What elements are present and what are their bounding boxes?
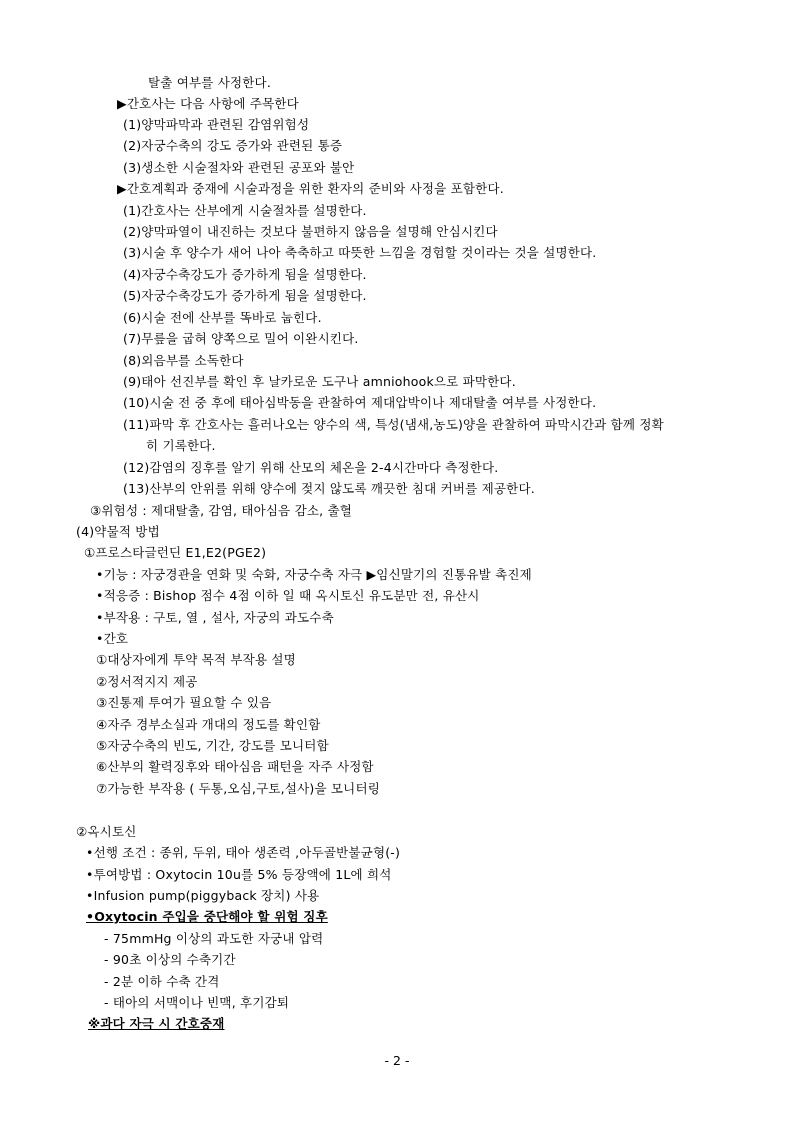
text-line: ⑥산부의 활력징후와 태아심음 패턴을 자주 사정함 bbox=[96, 759, 374, 774]
text-line: (8)외음부를 소독한다 bbox=[123, 353, 244, 368]
text-line: ⑦가능한 부작용 ( 두통,오심,구토,설사)을 모니터링 bbox=[96, 781, 380, 796]
text-line: ⑤자궁수축의 빈도, 기간, 강도를 모니터함 bbox=[96, 738, 329, 753]
text-line: (6)시술 전에 산부를 똑바로 눕힌다. bbox=[123, 310, 322, 325]
bullet-item: •선행 조건 : 종위, 두위, 태아 생존력 ,아두골반불균형(-) bbox=[86, 845, 401, 860]
text-line: ③위험성 : 제대탈출, 감염, 태아심음 감소, 출혈 bbox=[90, 503, 353, 518]
text-line: ▶간호계획과 중재에 시술과정을 위한 환자의 준비와 사정을 포함한다. bbox=[117, 181, 504, 196]
text-line: 탈출 여부를 사정한다. bbox=[148, 75, 271, 90]
text-line: (3)생소한 시술절차와 관련된 공포와 불안 bbox=[123, 160, 355, 175]
text-line: (3)시술 후 양수가 새어 나아 축축하고 따뜻한 느낌을 경험할 것이라는 것을 설명한다. bbox=[123, 245, 597, 260]
bullet-item: •간호 bbox=[96, 631, 129, 646]
text-line: (11)파막 후 간호사는 흘러나오는 양수의 색, 특성(냄새,농도)양을 관찰하여 파막시간과 함께 정확 bbox=[123, 417, 664, 432]
text-line: ④자주 경부소실과 개대의 정도를 확인함 bbox=[96, 717, 321, 732]
text-line: (10)시술 전 중 후에 태아심박동을 관찰하여 제대압박이나 제대탈출 여부를 사정한다. bbox=[123, 395, 597, 410]
text-line: (5)자궁수축강도가 증가하게 됨을 설명한다. bbox=[123, 288, 367, 303]
text-line: ③진통제 투여가 필요할 수 있음 bbox=[96, 695, 272, 710]
page-number: - 2 - bbox=[384, 1053, 410, 1068]
text-line: 히 기록한다. bbox=[146, 438, 216, 453]
bullet-item: •기능 : 자궁경관을 연화 및 숙화, 자궁수축 자극 ▶임신말기의 진통유발 촉진제 bbox=[96, 567, 532, 582]
bullet-item: •투여방법 : Oxytocin 10u를 5% 등장액에 1L에 희석 bbox=[86, 867, 392, 882]
text-line: (4)자궁수축강도가 증가하게 됨을 설명한다. bbox=[123, 267, 367, 282]
bullet-item: •부작용 : 구토, 열 , 설사, 자궁의 과도수축 bbox=[96, 610, 334, 625]
text-line: (12)감염의 징후를 알기 위해 산모의 체온을 2-4시간마다 측정한다. bbox=[123, 460, 499, 475]
bullet-item: •Infusion pump(piggyback 장치) 사용 bbox=[86, 888, 320, 903]
text-line: (1)간호사는 산부에게 시술절차를 설명한다. bbox=[123, 203, 367, 218]
text-line: (1)양막파막과 관련된 감염위험성 bbox=[123, 117, 310, 132]
dash-item: - 75mmHg 이상의 과도한 자궁내 압력 bbox=[104, 931, 324, 946]
subsection-heading: ②옥시토신 bbox=[76, 824, 137, 839]
text-line: (7)무릎을 굽혀 양쪽으로 밀어 이완시킨다. bbox=[123, 331, 359, 346]
text-line: (2)양막파열이 내진하는 것보다 불편하지 않음을 설명해 안심시킨다 bbox=[123, 224, 498, 239]
dash-item: - 태아의 서맥이나 빈맥, 후기감퇴 bbox=[104, 995, 290, 1010]
text-line: ②정서적지지 제공 bbox=[96, 674, 198, 689]
text-line: (13)산부의 안위를 위해 양수에 젖지 않도록 깨끗한 침대 커버를 제공한다. bbox=[123, 481, 535, 496]
section-heading: (4)약물적 방법 bbox=[76, 524, 160, 539]
note-heading: ※과다 자극 시 간호중재 bbox=[88, 1016, 225, 1031]
text-line: (2)자궁수축의 강도 증가와 관련된 통증 bbox=[123, 138, 343, 153]
subsection-heading: ①프로스타글런딘 E1,E2(PGE2) bbox=[84, 545, 267, 560]
bullet-item-emphasis: •Oxytocin 주입을 중단해야 할 위험 징후 bbox=[86, 909, 328, 924]
text-line: (9)태아 선진부를 확인 후 날카로운 도구나 amniohook으로 파막한다. bbox=[123, 374, 516, 389]
text-line: ▶간호사는 다음 사항에 주목한다 bbox=[117, 96, 299, 111]
dash-item: - 2분 이하 수축 간격 bbox=[104, 974, 220, 989]
dash-item: - 90초 이상의 수축기간 bbox=[104, 952, 236, 967]
bullet-item: •적응증 : Bishop 점수 4점 이하 일 때 옥시토신 유도분만 전, 유산시 bbox=[96, 588, 480, 603]
text-line: ①대상자에게 투약 목적 부작용 설명 bbox=[96, 652, 296, 667]
